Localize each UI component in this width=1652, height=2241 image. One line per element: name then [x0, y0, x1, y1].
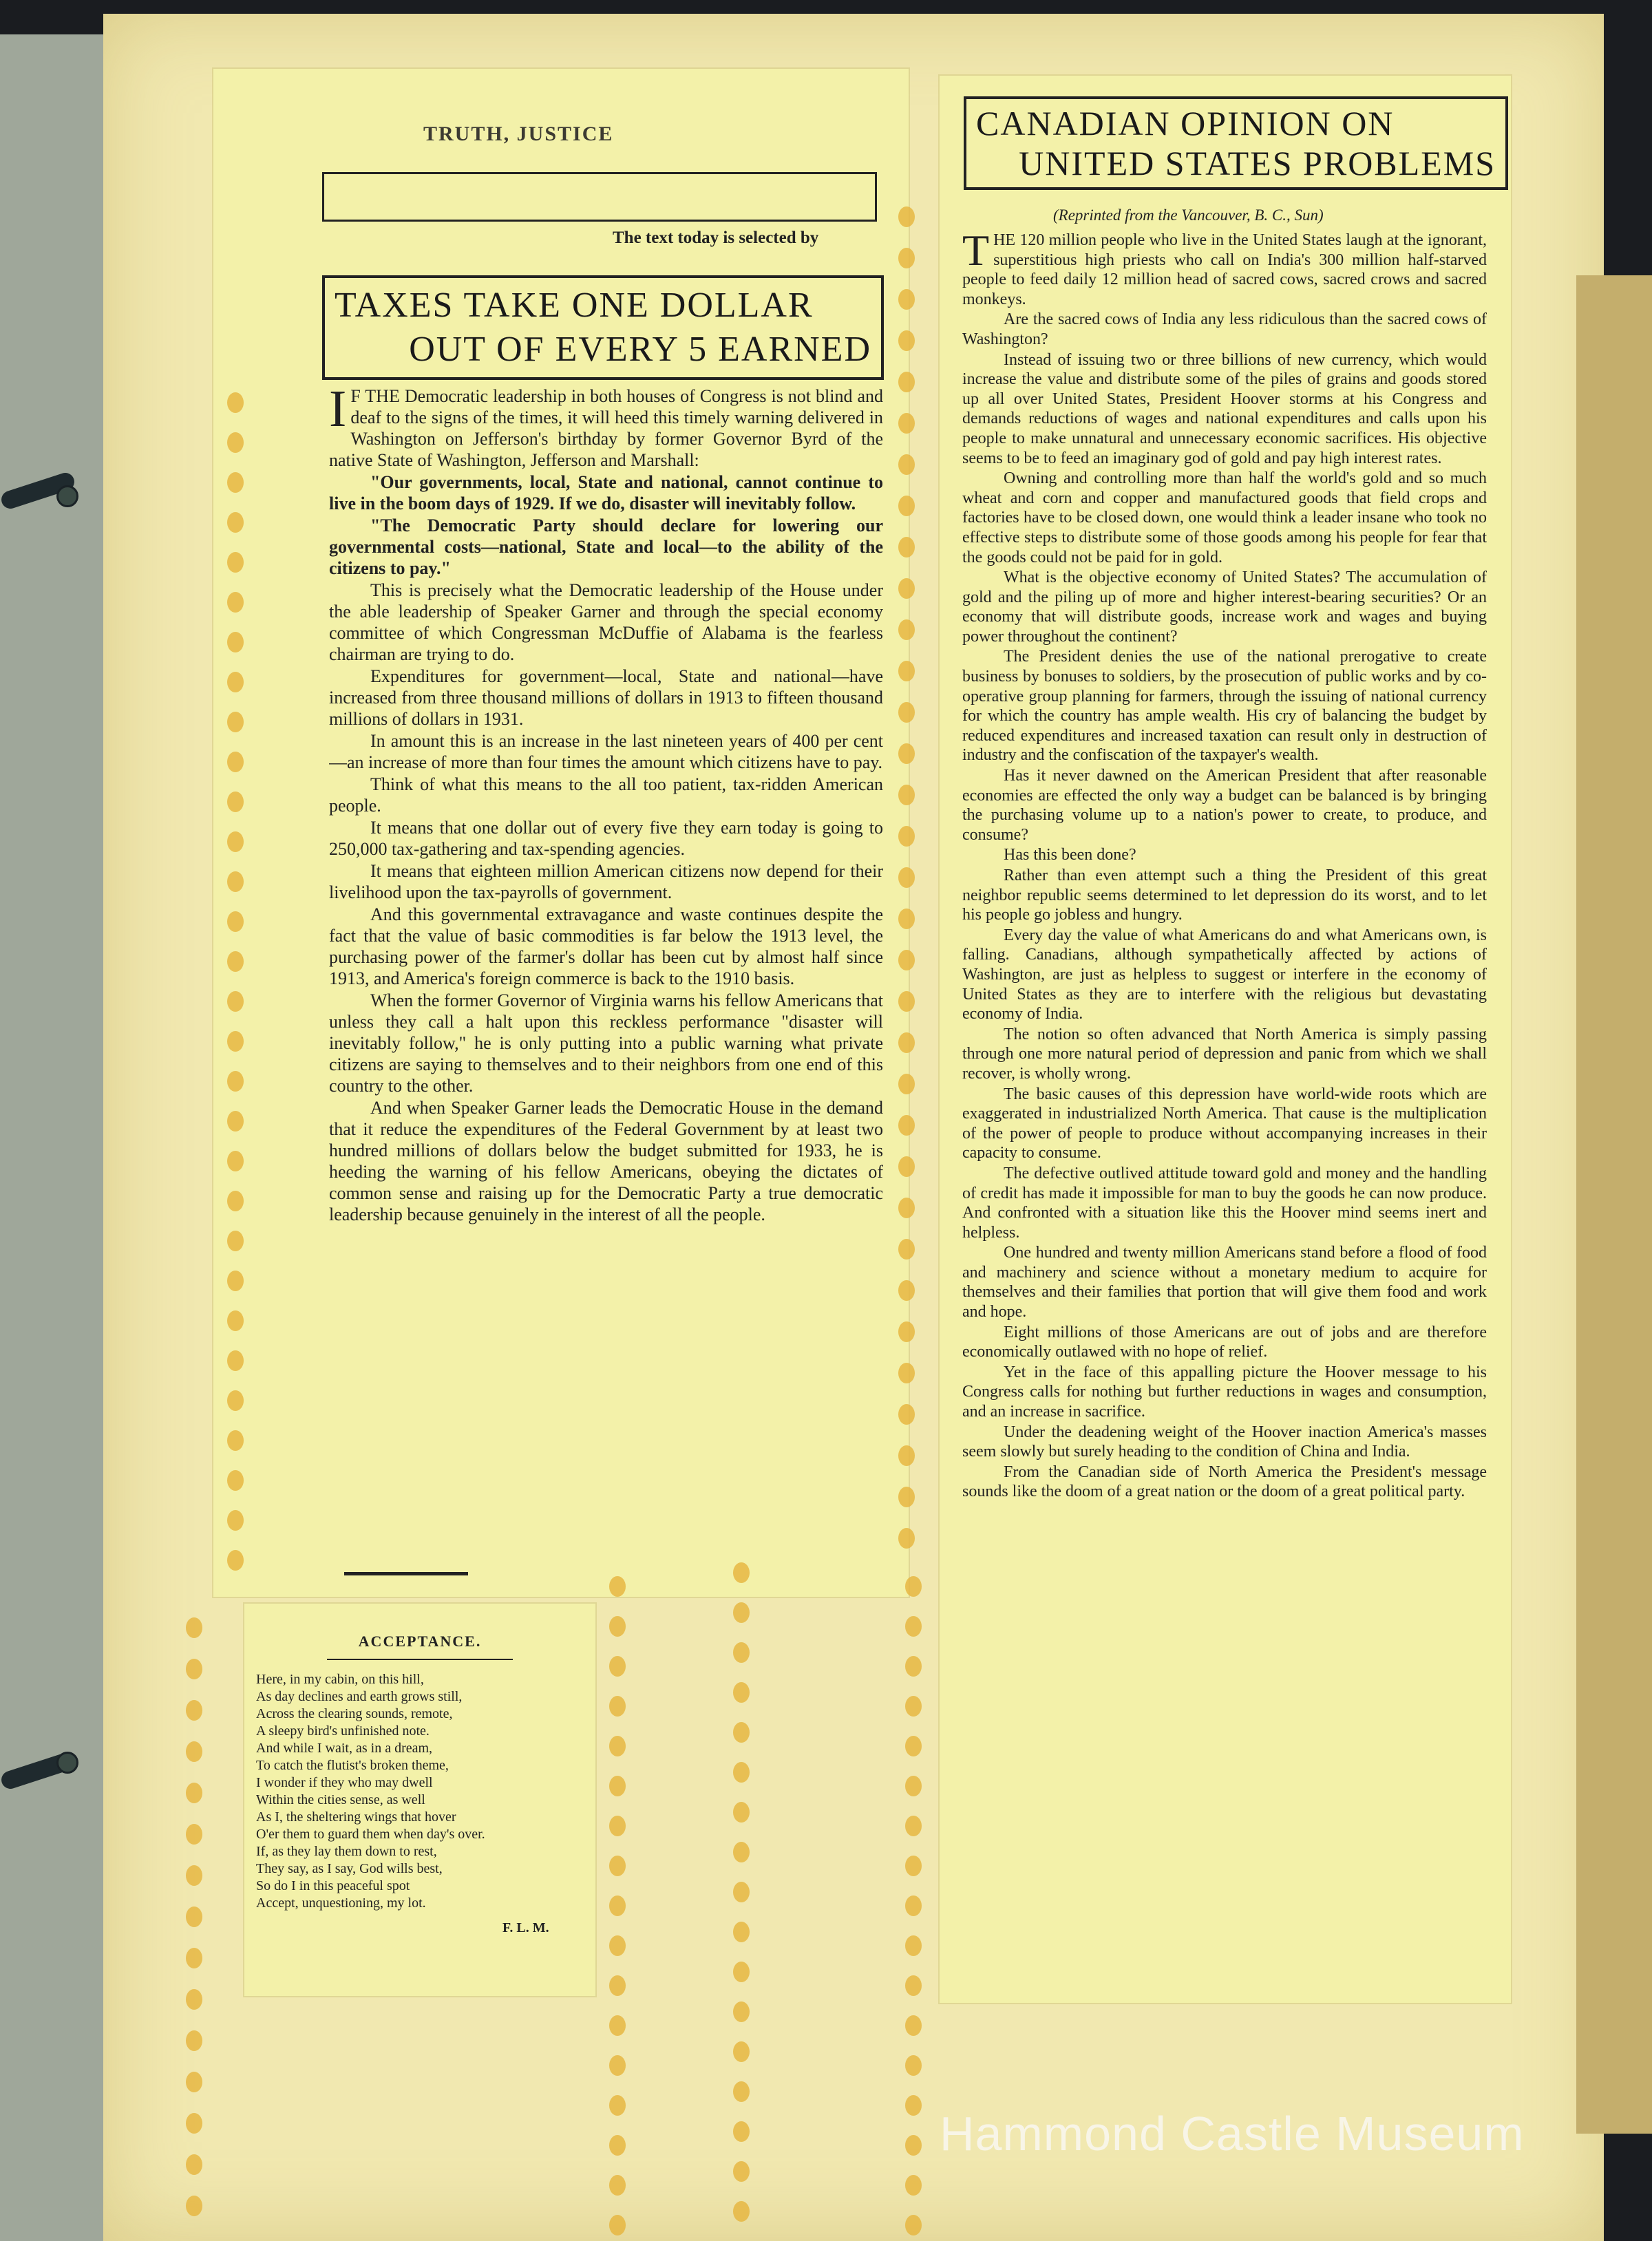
- glue-spot: [898, 537, 915, 557]
- glue-spot: [898, 454, 915, 475]
- glue-spot: [186, 2072, 202, 2092]
- glue-spot: [186, 2113, 202, 2134]
- glue-spot: [733, 2161, 750, 2182]
- glue-spot: [905, 1776, 922, 1796]
- poem-rule: [327, 1659, 513, 1660]
- glue-spot: [733, 1962, 750, 1982]
- poem-line: Here, in my cabin, on this hill,: [256, 1672, 424, 1687]
- poem-signature: F. L. M.: [502, 1920, 549, 1935]
- glue-spot: [905, 1736, 922, 1756]
- glue-spot: [227, 552, 244, 573]
- right-headline-line1: CANADIAN OPINION ON: [976, 104, 1395, 142]
- glue-spot: [898, 1198, 915, 1218]
- glue-spot: [898, 867, 915, 888]
- glue-spot: [905, 2215, 922, 2235]
- glue-spot: [733, 1802, 750, 1823]
- glue-spot: [898, 619, 915, 640]
- glue-spot: [186, 1989, 202, 2010]
- article-paragraph: Has it never dawned on the American President that after reasonable economies are effected the only way a budget can be balanced is by bringing the purchasing volume up to a nation's power to create, to produce, and consume?: [962, 767, 1487, 844]
- glue-spot: [898, 206, 915, 227]
- article-paragraph: Under the deadening weight of the Hoover inaction America's masses seem slowly but surely heading to the condition of China and India.: [962, 1423, 1487, 1461]
- glue-spot: [227, 991, 244, 1012]
- glue-spot: [733, 1602, 750, 1623]
- poem-line: A sleepy bird's unfinished note.: [256, 1723, 430, 1739]
- glue-spot: [733, 2041, 750, 2062]
- glue-spot: [186, 1700, 202, 1721]
- glue-spot: [186, 1741, 202, 1762]
- glue-spot: [733, 1562, 750, 1583]
- glue-spot: [227, 951, 244, 972]
- article-paragraph: Rather than even attempt such a thing the President of this great neighbor republic seems determined to let depression do its worst, and to let his people go jobless and hungry.: [962, 867, 1487, 924]
- glue-spot: [186, 2154, 202, 2175]
- article-paragraph: Yet in the face of this appalling picture the Hoover message to his Congress calls for nothing but further reductions in wages and consumption, and an increase in sacrifice.: [962, 1363, 1487, 1421]
- glue-spot: [609, 1576, 626, 1597]
- glue-spot: [186, 1617, 202, 1638]
- article-paragraph: The basic causes of this depression have world-wide roots which are exaggerated in industrialized North America. That cause is the multiplication of the power of people to produce without accompanying increases in their capacity to consume.: [962, 1085, 1487, 1162]
- poem-line: And while I wait, as in a dream,: [256, 1741, 433, 1756]
- left-headline: [322, 275, 884, 380]
- glue-spot: [898, 1404, 915, 1425]
- poem-line: If, as they lay them down to rest,: [256, 1844, 437, 1859]
- binder-spine: [0, 34, 106, 2241]
- glue-spot: [227, 1390, 244, 1411]
- glue-spot: [186, 1948, 202, 1968]
- article-paragraph: From the Canadian side of North America the President's message sounds like the doom of a great nation or the doom of a great political party.: [962, 1463, 1487, 1501]
- reprint-note: (Reprinted from the Vancouver, B. C., Sun): [1053, 206, 1324, 224]
- glue-spot: [733, 1682, 750, 1703]
- article-paragraph: [329, 385, 883, 471]
- glue-spot: [898, 1487, 915, 1507]
- glue-spot: [898, 1528, 915, 1549]
- glue-spot: [227, 911, 244, 932]
- right-article-body: [962, 231, 1487, 1999]
- glue-spot: [609, 1616, 626, 1637]
- glue-spot: [227, 831, 244, 852]
- glue-spot: [905, 1576, 922, 1597]
- glue-spot: [898, 248, 915, 268]
- empty-header-box: [322, 172, 877, 222]
- lead-text: HE 120 million people who live in the United States laugh at the ignorant, superstitious high priests who call on India's 300 million half-starved people to feed daily 12 million head of sacred cows, sacred crows and sacred monkeys.: [962, 231, 1487, 308]
- glue-spot: [733, 1922, 750, 1942]
- glue-spot: [898, 1156, 915, 1177]
- glue-spot: [898, 785, 915, 805]
- article-paragraph: Are the sacred cows of India any less ridiculous than the sacred cows of Washington?: [962, 310, 1487, 348]
- article-paragraph: [962, 231, 1487, 309]
- glue-spot: [898, 1280, 915, 1301]
- glue-spot: [227, 592, 244, 613]
- glue-spot: [227, 1111, 244, 1132]
- glue-spot: [227, 432, 244, 453]
- glue-spot: [898, 702, 915, 723]
- glue-spot: [905, 2015, 922, 2036]
- glue-spot: [609, 1696, 626, 1717]
- glue-spot: [609, 2095, 626, 2116]
- glue-spot: [733, 2001, 750, 2022]
- article-paragraph: Every day the value of what Americans do and what Americans own, is falling. Canadians, although sympathetically affected by actions of Washington, are just as helpless to suggest or interfere in the economy of United States as they are to interfere with the religious but devastating economy of India.: [962, 926, 1487, 1023]
- article-paragraph: And this governmental extravagance and waste continues despite the fact that the value of basic commodities is far below the 1913 level, the purchasing power of the farmer's dollar has been cut by almost half since 1913, and America's foreign commerce is back to the 1910 basis.: [329, 904, 883, 988]
- article-paragraph: Instead of issuing two or three billions of new currency, which would increase the value and distribute some of the piles of grains and goods stored up all over United States, President Hoover storms at his Congress and demands reductions of wages and national expenditures and calls upon his people to make unnatural and unnecessary economic sacrifices. His objective seems to be to feed an imaginary god of gold and pay high interest rates.: [962, 350, 1487, 467]
- glue-spot: [227, 792, 244, 812]
- glue-spot: [905, 2135, 922, 2156]
- glue-spot: [186, 2030, 202, 2051]
- glue-spot: [227, 1550, 244, 1571]
- glue-spot: [227, 1510, 244, 1531]
- glue-spot: [898, 1239, 915, 1260]
- glue-spot: [733, 1642, 750, 1663]
- right-headline: [964, 96, 1508, 190]
- article-paragraph: Has this been done?: [1004, 846, 1136, 864]
- glue-spot: [898, 413, 915, 434]
- glue-spot: [227, 752, 244, 772]
- glue-spot: [905, 1816, 922, 1836]
- glue-spot: [905, 1656, 922, 1677]
- article-paragraph: Eight millions of those Americans are out of jobs and are therefore economically outlawed with no hope of relief.: [962, 1323, 1487, 1361]
- glue-spot: [609, 2055, 626, 2076]
- glue-spot: [227, 1031, 244, 1052]
- glue-spot: [905, 1935, 922, 1956]
- glue-spot: [609, 1736, 626, 1756]
- glue-spot: [898, 330, 915, 351]
- glue-spot: [733, 2121, 750, 2142]
- glue-spot: [898, 1445, 915, 1466]
- poem-line: So do I in this peaceful spot: [256, 1878, 410, 1893]
- glue-spot: [227, 672, 244, 692]
- end-rule: [344, 1572, 468, 1575]
- glue-spot: [227, 1151, 244, 1171]
- glue-spot: [609, 1935, 626, 1956]
- article-paragraph: It means that eighteen million American citizens now depend for their livelihood upon the tax-payrolls of government.: [329, 861, 883, 902]
- selected-by-note: The text today is selected by: [613, 229, 819, 247]
- glue-spot: [227, 1350, 244, 1371]
- glue-spot: [609, 1776, 626, 1796]
- article-paragraph: In amount this is an increase in the last nineteen years of 400 per cent—an increase of more than four times the amount which citizens have to pay.: [329, 731, 883, 772]
- museum-watermark: Hammond Castle Museum: [940, 2107, 1525, 2160]
- article-paragraph: Expenditures for government—local, State and national—have increased from three thousand millions of dollars in 1913 to fifteen thousand millions of dollars in 1931.: [329, 666, 883, 729]
- glue-spot: [186, 1865, 202, 1886]
- poem-line: Within the cities sense, as well: [256, 1792, 425, 1807]
- glue-spot: [186, 1659, 202, 1679]
- glue-spot: [898, 1032, 915, 1053]
- glue-spot: [898, 1115, 915, 1136]
- glue-spot: [227, 1310, 244, 1331]
- right-headline-line2: UNITED STATES PROBLEMS: [1019, 144, 1496, 182]
- lead-text: F THE Democratic leadership in both houses of Congress is not blind and deaf to the signs of the times, it will heed this timely warning delivered in Washington on Jefferson's birthday by former Governor Byrd of the native State of Washington, Jefferson and Marshall:: [329, 386, 883, 470]
- glue-spot: [609, 2135, 626, 2156]
- glue-spot: [227, 871, 244, 892]
- glue-spot: [186, 2196, 202, 2216]
- article-paragraph: The President denies the use of the national prerogative to create business by bonuses to soldiers, by the prosecution of public works and by co-operative group planning for farmers, through the issuing of national currency for which the country has ample wealth. His cry of balancing the budget by reduced expenditures and increased taxation can result only in destruction of industry and the confiscation of the taxpayer's wealth.: [962, 648, 1487, 765]
- glue-spot: [905, 1895, 922, 1916]
- glue-spot: [898, 743, 915, 764]
- article-paragraph: And when Speaker Garner leads the Democratic House in the demand that it reduce the expenditures of the Federal Government by at least two hundred millions of dollars below the budget submitted for 1933, he is heeding the warning of his fellow Americans, obeying the dictates of common sense and raising up for the Democratic Party a true democratic leadership because genuinely in the interest of all the people.: [329, 1098, 883, 1224]
- glue-spot: [227, 1071, 244, 1092]
- glue-spot: [609, 1656, 626, 1677]
- article-paragraph: Owning and controlling more than half the world's gold and so much wheat and corn and copper and manufactured goods that field crops and factories have to be closed down, one would think a leader insane who took no effective steps to distribute some of those goods among his people for fear that the goods could not be paid for in gold.: [962, 469, 1487, 566]
- poem-line: Accept, unquestioning, my lot.: [256, 1895, 426, 1911]
- glue-spot: [609, 1856, 626, 1876]
- glue-spot: [227, 512, 244, 533]
- article-paragraph: "The Democratic Party should declare for lowering our governmental costs—national, State and local—to the ability of the citizens to pay.": [329, 516, 883, 578]
- glue-spot: [227, 1271, 244, 1291]
- glue-spot: [733, 1842, 750, 1862]
- glue-spot: [186, 1907, 202, 1927]
- poem-line: Across the clearing sounds, remote,: [256, 1706, 453, 1721]
- glue-spot: [905, 2175, 922, 2196]
- glue-spot: [905, 1616, 922, 1637]
- article-paragraph: The defective outlived attitude toward gold and money and the handling of credit has made it impossible for man to buy the goods he can now produce. And confronted with a situation like this the Hoover mind seems inert and helpless.: [962, 1164, 1487, 1242]
- glue-spot: [898, 496, 915, 516]
- glue-spot: [186, 1824, 202, 1845]
- binder-hole-top: [56, 485, 78, 507]
- article-paragraph: One hundred and twenty million Americans stand before a flood of food and machinery and science without a monetary medium to acquire for themselves and their families that portion that will give them food and work and hope.: [962, 1244, 1487, 1321]
- glue-spot: [898, 1321, 915, 1342]
- glue-spot: [227, 1470, 244, 1491]
- poem-line: As day declines and earth grows still,: [256, 1689, 463, 1704]
- poem-title: ACCEPTANCE.: [358, 1633, 482, 1650]
- poem-line: As I, the sheltering wings that hover: [256, 1809, 456, 1825]
- glue-spot: [898, 1363, 915, 1383]
- glue-spot: [609, 2015, 626, 2036]
- left-headline-line2: OUT OF EVERY 5 EARNED: [409, 330, 871, 369]
- glue-spot: [186, 1783, 202, 1803]
- glue-spot: [609, 1975, 626, 1996]
- poem-line: O'er them to guard them when day's over.: [256, 1827, 485, 1842]
- glue-spot: [609, 1816, 626, 1836]
- glue-spot: [905, 1856, 922, 1876]
- glue-spot: [905, 2095, 922, 2116]
- glue-spot: [898, 991, 915, 1012]
- glue-spot: [227, 1191, 244, 1211]
- glue-spot: [898, 1074, 915, 1094]
- poem-body: [256, 1671, 586, 1912]
- glue-spot: [609, 1895, 626, 1916]
- glue-spot: [733, 2081, 750, 2102]
- glue-spot: [905, 2055, 922, 2076]
- glue-spot: [227, 712, 244, 732]
- glue-spot: [905, 1696, 922, 1717]
- glue-spot: [898, 826, 915, 847]
- article-paragraph: This is precisely what the Democratic leadership of the House under the able leadership of Speaker Garner and through the special economy committee of which Congressman McDuffie of Alabama is the fearless chairman are trying to do.: [329, 580, 883, 664]
- glue-spot: [898, 578, 915, 599]
- article-paragraph: When the former Governor of Virginia warns his fellow Americans that unless they call a halt upon this reckless performance "disaster will inevitably follow," he is only putting into a public warning what private citizens are saying to themselves and to their neighbors from one end of this country to the other.: [329, 990, 883, 1096]
- article-paragraph: Think of what this means to the all too patient, tax-ridden American people.: [329, 774, 883, 816]
- section-label: TRUTH, JUSTICE: [423, 123, 614, 145]
- article-paragraph: "Our governments, local, State and national, cannot continue to live in the boom days of 1929. If we do, disaster will inevitably follow.: [329, 472, 883, 513]
- glue-spot: [905, 1975, 922, 1996]
- glue-spot: [898, 950, 915, 970]
- article-paragraph: It means that one dollar out of every five they earn today is going to 250,000 tax-gathering and tax-spending agencies.: [329, 818, 883, 859]
- poem-line: To catch the flutist's broken theme,: [256, 1758, 449, 1773]
- torn-clipping-edge: [1576, 275, 1652, 2134]
- article-paragraph: The notion so often advanced that North America is simply passing through one more natural period of depression and panic from which we shall recover, is wholly wrong.: [962, 1025, 1487, 1083]
- glue-spot: [898, 289, 915, 310]
- glue-spot: [898, 661, 915, 681]
- glue-spot: [227, 632, 244, 652]
- glue-spot: [227, 1231, 244, 1251]
- left-article-body: [329, 385, 883, 1555]
- glue-spot: [227, 392, 244, 413]
- glue-spot: [733, 1722, 750, 1743]
- glue-spot: [898, 909, 915, 929]
- article-paragraph: What is the objective economy of United States? The accumulation of gold and the piling up of more and higher interest-bearing securities? Or an economy that will distribute goods, increase work and wages and buying power throughout the continent?: [962, 569, 1487, 646]
- glue-spot: [609, 2175, 626, 2196]
- glue-spot: [733, 1762, 750, 1783]
- glue-spot: [733, 2201, 750, 2222]
- left-headline-line1: TAXES TAKE ONE DOLLAR: [335, 286, 814, 325]
- left-dropcap: I: [329, 385, 347, 438]
- poem-line: I wonder if they who may dwell: [256, 1775, 433, 1790]
- glue-spot: [898, 372, 915, 392]
- glue-spot: [609, 2215, 626, 2235]
- glue-spot: [733, 1882, 750, 1902]
- glue-spot: [227, 472, 244, 493]
- poem-line: They say, as I say, God wills best,: [256, 1861, 443, 1876]
- right-dropcap: T: [962, 231, 990, 275]
- glue-spot: [227, 1430, 244, 1451]
- binder-hole-bottom: [56, 1752, 78, 1774]
